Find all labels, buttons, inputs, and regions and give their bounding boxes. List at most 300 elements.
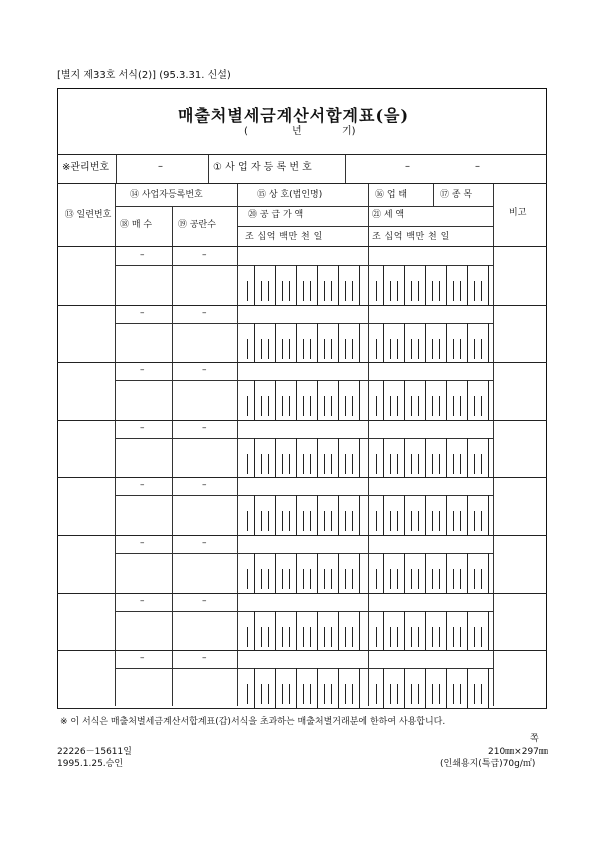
digit-tick (247, 454, 248, 474)
digit-tick (488, 265, 489, 305)
header-supply-amount: ⑳ 공 급 가 액 (248, 210, 304, 220)
digit-tick (324, 454, 325, 474)
paper-size: 210㎜×297㎜ (488, 747, 548, 757)
digit-tick (345, 454, 346, 474)
digit-tick (376, 396, 377, 416)
digit-tick (317, 553, 318, 593)
digit-tick (282, 511, 283, 531)
digit-tick (324, 684, 325, 704)
digit-tick (425, 495, 426, 535)
digit-tick (488, 668, 489, 708)
digit-tick (383, 323, 384, 363)
digit-tick (359, 553, 360, 593)
digit-tick (345, 511, 346, 531)
header-blank-count: ⑲ 공란수 (178, 220, 216, 230)
digit-tick (390, 511, 391, 531)
digit-tick (390, 627, 391, 647)
row-reg-dash-1: – (140, 595, 145, 606)
digit-tick (404, 553, 405, 593)
business-registration-label: ① 사 업 자 등 록 번 호 (213, 162, 312, 173)
digit-tick (425, 553, 426, 593)
digit-tick (261, 454, 262, 474)
digit-tick (474, 454, 475, 474)
digit-tick (411, 684, 412, 704)
digit-tick (474, 569, 475, 589)
digit-tick (275, 553, 276, 593)
digit-tick (352, 684, 353, 704)
digit-tick (411, 569, 412, 589)
digit-tick (359, 668, 360, 708)
digit-tick (397, 339, 398, 359)
digit-tick (467, 495, 468, 535)
digit-tick (310, 511, 311, 531)
management-number-value[interactable]: – (158, 161, 163, 172)
digit-tick (338, 265, 339, 305)
digit-tick (383, 380, 384, 420)
digit-tick (247, 396, 248, 416)
digit-tick (439, 281, 440, 301)
digit-tick (282, 684, 283, 704)
digit-tick (338, 611, 339, 651)
digit-tick (331, 281, 332, 301)
digit-tick (425, 668, 426, 708)
digit-tick (275, 611, 276, 651)
digit-tick (397, 281, 398, 301)
digit-tick (446, 323, 447, 363)
digit-tick (303, 281, 304, 301)
digit-tick (352, 511, 353, 531)
digit-tick (310, 454, 311, 474)
digit-tick (289, 684, 290, 704)
digit-tick (474, 684, 475, 704)
digit-tick (310, 684, 311, 704)
digit-tick (460, 569, 461, 589)
digit-tick (268, 684, 269, 704)
digit-tick (425, 438, 426, 478)
digit-tick (317, 323, 318, 363)
digit-tick (275, 380, 276, 420)
digit-tick (352, 627, 353, 647)
digit-tick (488, 495, 489, 535)
digit-tick (352, 454, 353, 474)
digit-tick (296, 668, 297, 708)
digit-tick (352, 339, 353, 359)
digit-tick (390, 684, 391, 704)
digit-tick (453, 684, 454, 704)
digit-tick (282, 627, 283, 647)
row-reg-dash-1: – (140, 250, 145, 260)
digit-tick (390, 396, 391, 416)
digit-tick (268, 281, 269, 301)
digit-tick (310, 569, 311, 589)
digit-tick (275, 495, 276, 535)
digit-tick (376, 511, 377, 531)
digit-tick (289, 511, 290, 531)
digit-tick (310, 627, 311, 647)
digit-tick (345, 396, 346, 416)
digit-tick (331, 684, 332, 704)
row-reg-dash-2: – (202, 422, 207, 433)
digit-tick (453, 339, 454, 359)
digit-tick (446, 438, 447, 478)
digit-tick (432, 281, 433, 301)
digit-tick (488, 553, 489, 593)
digit-tick (474, 511, 475, 531)
paper-spec: (인쇄용지(특급)70g/㎡) (440, 759, 536, 769)
digit-tick (411, 454, 412, 474)
digit-tick (296, 380, 297, 420)
digit-tick (390, 569, 391, 589)
header-business-type: ⑯ 업 태 (375, 190, 408, 200)
digit-tick (467, 265, 468, 305)
digit-tick (317, 668, 318, 708)
digit-tick (268, 569, 269, 589)
digit-tick (411, 396, 412, 416)
digit-tick (282, 339, 283, 359)
digit-tick (446, 553, 447, 593)
digit-tick (296, 611, 297, 651)
digit-tick (345, 569, 346, 589)
header-tax-amount: ㉑ 세 액 (372, 210, 405, 220)
digit-tick (460, 454, 461, 474)
form-title: 매출처별세금계산서합계표(을) (178, 106, 410, 125)
digit-tick (481, 454, 482, 474)
row-reg-dash-2: – (202, 595, 207, 606)
registration-dash-2: – (475, 161, 480, 172)
digit-tick (261, 569, 262, 589)
digit-tick (481, 627, 482, 647)
digit-tick (439, 396, 440, 416)
digit-tick (411, 511, 412, 531)
digit-tick (404, 265, 405, 305)
digit-tick (390, 454, 391, 474)
digit-tick (317, 438, 318, 478)
digit-tick (303, 454, 304, 474)
digit-tick (453, 627, 454, 647)
digit-tick (425, 611, 426, 651)
digit-tick (432, 511, 433, 531)
digit-tick (338, 323, 339, 363)
digit-tick (453, 281, 454, 301)
digit-tick (254, 265, 255, 305)
digit-tick (467, 611, 468, 651)
digit-tick (331, 511, 332, 531)
form-code: 22226－15611일 (57, 747, 132, 757)
header-tax-units: 조 십억 백만 천 일 (372, 232, 450, 242)
digit-tick (296, 323, 297, 363)
row-reg-dash-1: – (140, 422, 145, 433)
digit-tick (289, 396, 290, 416)
digit-tick (376, 339, 377, 359)
digit-tick (460, 684, 461, 704)
row-reg-dash-1: – (140, 480, 145, 491)
digit-tick (432, 339, 433, 359)
digit-tick (467, 668, 468, 708)
digit-tick (352, 396, 353, 416)
digit-tick (331, 339, 332, 359)
row-reg-dash-2: – (202, 538, 207, 548)
digit-tick (439, 339, 440, 359)
digit-tick (397, 569, 398, 589)
digit-tick (247, 627, 248, 647)
digit-tick (254, 668, 255, 708)
digit-tick (268, 627, 269, 647)
digit-tick (439, 569, 440, 589)
digit-tick (338, 553, 339, 593)
digit-tick (261, 396, 262, 416)
digit-tick (303, 684, 304, 704)
period-open: ( (244, 126, 248, 137)
digit-tick (303, 511, 304, 531)
digit-tick (296, 495, 297, 535)
digit-tick (303, 627, 304, 647)
digit-tick (467, 553, 468, 593)
digit-tick (324, 569, 325, 589)
digit-tick (432, 627, 433, 647)
digit-tick (481, 511, 482, 531)
digit-tick (418, 569, 419, 589)
digit-tick (275, 323, 276, 363)
period-year: 년 (292, 126, 302, 137)
digit-tick (397, 511, 398, 531)
digit-tick (338, 495, 339, 535)
digit-tick (418, 684, 419, 704)
row-reg-dash-2: – (202, 365, 207, 376)
digit-tick (261, 281, 262, 301)
digit-tick (446, 495, 447, 535)
digit-tick (289, 454, 290, 474)
digit-tick (338, 668, 339, 708)
digit-tick (418, 511, 419, 531)
digit-tick (481, 396, 482, 416)
digit-tick (446, 668, 447, 708)
digit-tick (376, 454, 377, 474)
digit-tick (324, 627, 325, 647)
digit-tick (481, 684, 482, 704)
digit-tick (446, 265, 447, 305)
digit-tick (439, 454, 440, 474)
digit-tick (254, 611, 255, 651)
digit-tick (439, 627, 440, 647)
digit-tick (345, 339, 346, 359)
registration-dash-1: – (405, 161, 410, 172)
digit-tick (446, 380, 447, 420)
digit-tick (376, 684, 377, 704)
digit-tick (247, 281, 248, 301)
header-company: ⑮ 상 호(법인명) (257, 190, 323, 200)
digit-tick (432, 684, 433, 704)
digit-tick (474, 627, 475, 647)
digit-tick (275, 438, 276, 478)
digit-tick (261, 684, 262, 704)
digit-tick (296, 553, 297, 593)
digit-tick (383, 265, 384, 305)
digit-tick (404, 380, 405, 420)
digit-tick (460, 281, 461, 301)
row-reg-dash-1: – (140, 307, 145, 318)
digit-tick (338, 438, 339, 478)
row-reg-dash-1: – (140, 653, 145, 664)
digit-tick (268, 511, 269, 531)
row-reg-dash-1: – (140, 538, 145, 548)
digit-tick (474, 339, 475, 359)
digit-tick (268, 339, 269, 359)
row-reg-dash-2: – (202, 480, 207, 491)
digit-tick (432, 396, 433, 416)
digit-tick (404, 495, 405, 535)
management-number-label: ※관리번호 (62, 162, 110, 173)
digit-tick (261, 511, 262, 531)
digit-tick (460, 511, 461, 531)
digit-tick (345, 281, 346, 301)
header-supply-units: 조 십억 백만 천 일 (245, 232, 323, 242)
digit-tick (453, 396, 454, 416)
digit-tick (432, 569, 433, 589)
digit-tick (282, 454, 283, 474)
digit-tick (303, 396, 304, 416)
digit-tick (488, 380, 489, 420)
digit-tick (289, 281, 290, 301)
digit-tick (453, 454, 454, 474)
digit-tick (317, 380, 318, 420)
digit-tick (310, 281, 311, 301)
digit-tick (432, 454, 433, 474)
approval-date: 1995.1.25.승인 (57, 759, 124, 769)
digit-tick (425, 265, 426, 305)
digit-tick (359, 380, 360, 420)
header-serial: ⑬ 일련번호 (64, 210, 112, 220)
digit-tick (282, 396, 283, 416)
digit-tick (275, 668, 276, 708)
footer-note: ※ 이 서식은 매출처별세금계산서합계표(갑)서식을 초과하는 매출처별거래분에 한하여 사용합니다. (60, 717, 446, 727)
digit-tick (359, 323, 360, 363)
digit-tick (383, 611, 384, 651)
page-number: 쪽 (530, 734, 539, 744)
digit-tick (397, 396, 398, 416)
digit-tick (254, 380, 255, 420)
digit-tick (247, 684, 248, 704)
digit-tick (331, 627, 332, 647)
digit-tick (338, 380, 339, 420)
header-item: ⑰ 종 목 (440, 190, 473, 200)
digit-tick (418, 454, 419, 474)
digit-tick (268, 396, 269, 416)
digit-tick (289, 339, 290, 359)
digit-tick (296, 265, 297, 305)
digit-tick (439, 511, 440, 531)
digit-tick (446, 611, 447, 651)
digit-tick (345, 627, 346, 647)
digit-tick (324, 511, 325, 531)
digit-tick (324, 396, 325, 416)
digit-tick (467, 438, 468, 478)
digit-tick (453, 511, 454, 531)
digit-tick (404, 323, 405, 363)
digit-tick (317, 495, 318, 535)
digit-tick (404, 438, 405, 478)
digit-tick (359, 495, 360, 535)
digit-tick (425, 323, 426, 363)
digit-tick (418, 627, 419, 647)
digit-tick (376, 569, 377, 589)
digit-tick (390, 281, 391, 301)
digit-tick (481, 569, 482, 589)
digit-tick (324, 339, 325, 359)
digit-tick (324, 281, 325, 301)
digit-tick (439, 684, 440, 704)
digit-tick (331, 454, 332, 474)
digit-tick (331, 396, 332, 416)
digit-tick (345, 684, 346, 704)
row-reg-dash-2: – (202, 250, 207, 260)
digit-tick (359, 611, 360, 651)
digit-tick (383, 668, 384, 708)
digit-tick (359, 438, 360, 478)
digit-tick (247, 339, 248, 359)
digit-tick (383, 495, 384, 535)
row-reg-dash-2: – (202, 653, 207, 664)
digit-tick (254, 438, 255, 478)
digit-tick (411, 281, 412, 301)
digit-tick (254, 323, 255, 363)
digit-tick (404, 611, 405, 651)
digit-tick (481, 339, 482, 359)
digit-tick (331, 569, 332, 589)
digit-tick (352, 281, 353, 301)
digit-tick (352, 569, 353, 589)
row-reg-dash-1: – (140, 365, 145, 376)
digit-tick (460, 627, 461, 647)
digit-tick (289, 569, 290, 589)
digit-tick (303, 339, 304, 359)
digit-tick (488, 611, 489, 651)
digit-tick (376, 627, 377, 647)
digit-tick (383, 553, 384, 593)
digit-tick (310, 396, 311, 416)
digit-tick (460, 396, 461, 416)
digit-tick (404, 668, 405, 708)
period-close: 기) (342, 126, 356, 137)
digit-tick (418, 339, 419, 359)
form-reference: [별지 제33호 서식(2)] (95.3.31. 신설) (57, 70, 231, 81)
digit-tick (282, 569, 283, 589)
header-remarks: 비고 (509, 208, 527, 218)
digit-tick (247, 511, 248, 531)
digit-tick (359, 265, 360, 305)
digit-tick (481, 281, 482, 301)
digit-tick (317, 611, 318, 651)
digit-tick (261, 627, 262, 647)
header-count: ⑱ 매 수 (120, 220, 153, 230)
digit-tick (397, 684, 398, 704)
digit-tick (418, 396, 419, 416)
digit-tick (275, 265, 276, 305)
digit-tick (397, 454, 398, 474)
digit-tick (289, 627, 290, 647)
digit-tick (397, 627, 398, 647)
digit-tick (296, 438, 297, 478)
row-reg-dash-2: – (202, 307, 207, 318)
digit-tick (411, 339, 412, 359)
digit-tick (488, 323, 489, 363)
digit-tick (390, 339, 391, 359)
digit-tick (453, 569, 454, 589)
digit-tick (418, 281, 419, 301)
digit-tick (247, 569, 248, 589)
digit-tick (474, 281, 475, 301)
digit-tick (460, 339, 461, 359)
digit-tick (317, 265, 318, 305)
